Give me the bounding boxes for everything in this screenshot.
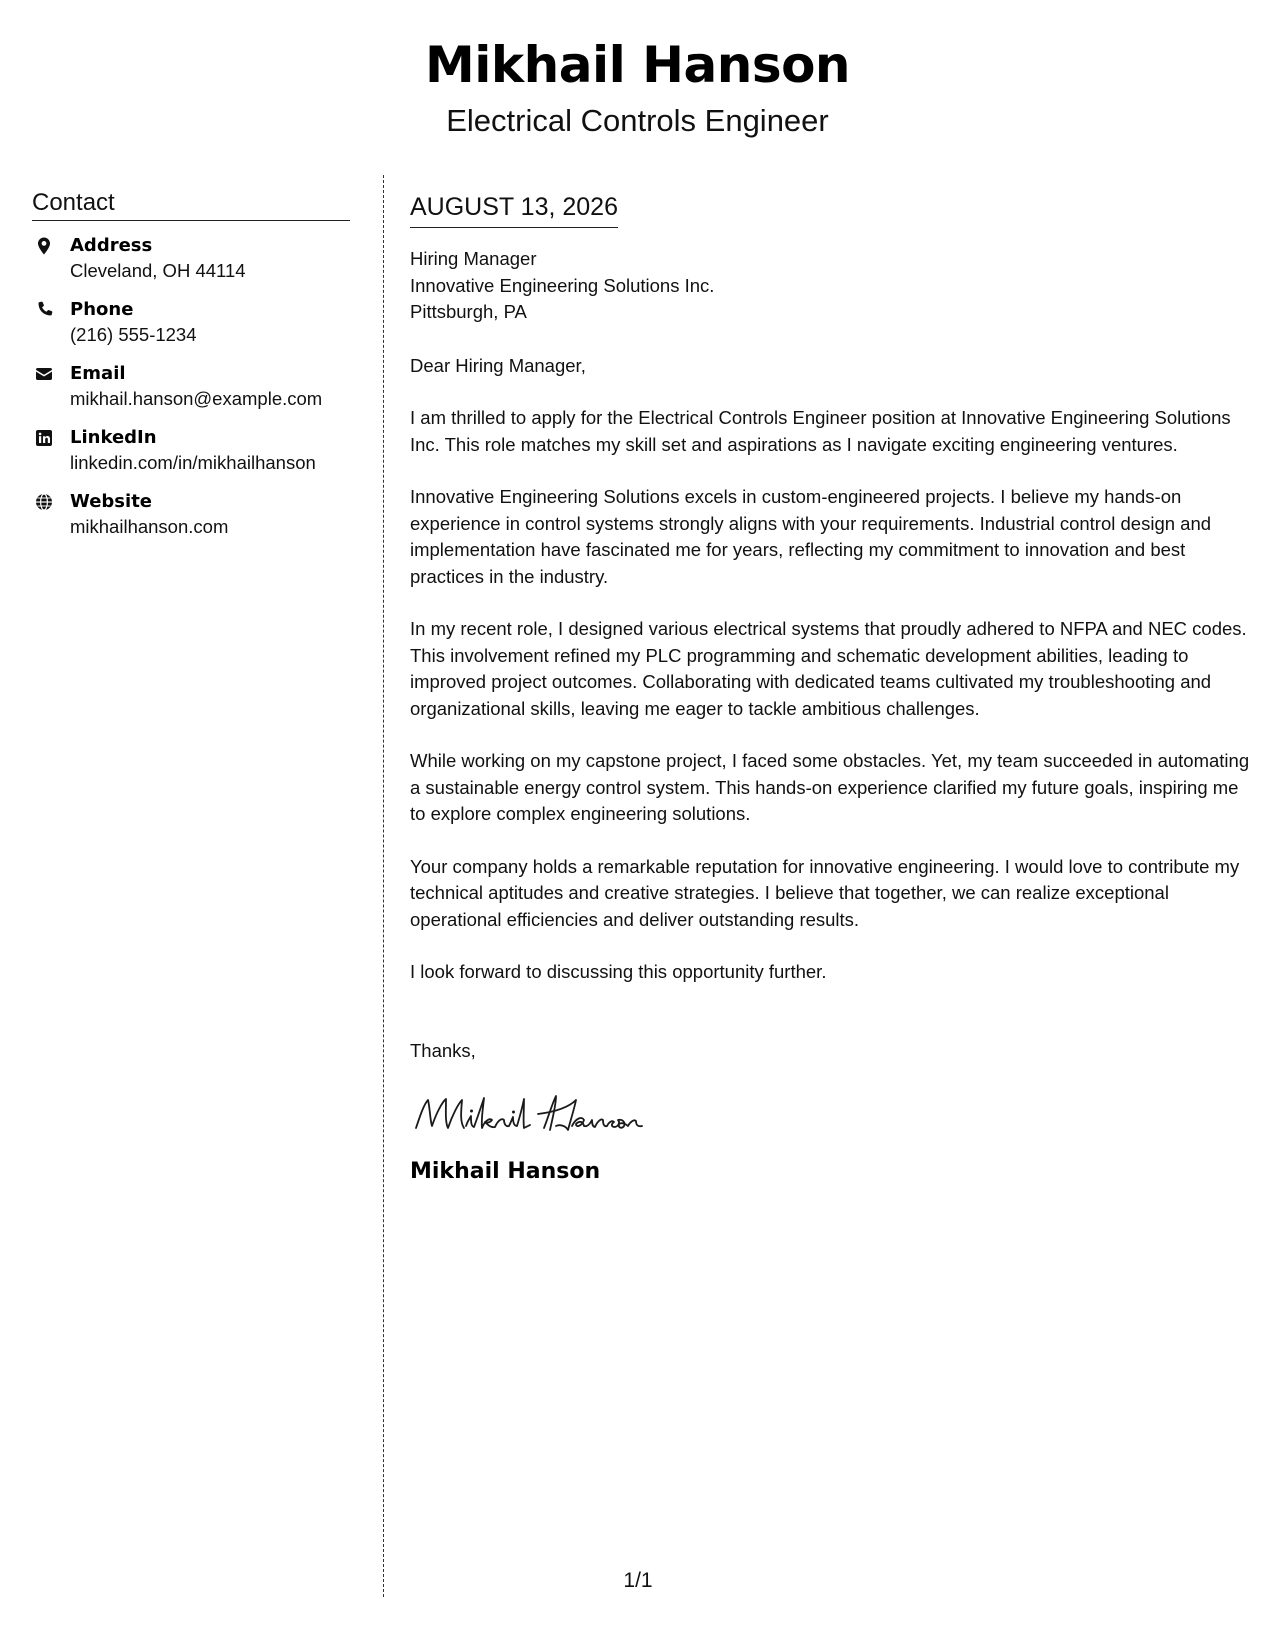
contact-item-address bbox=[32, 233, 350, 283]
letter-closing: Thanks, bbox=[410, 1039, 476, 1061]
column-divider bbox=[383, 175, 384, 1597]
letter-paragraph: I am thrilled to apply for the Electrical Controls Engineer position at Innovative Engineering Solutions Inc. This role matches my skill set and aspirations as I navigate exciting engineering ventures. bbox=[410, 407, 1231, 455]
contact-item-email bbox=[32, 361, 350, 411]
contact-item-website bbox=[32, 489, 350, 539]
map-pin-icon bbox=[34, 236, 54, 256]
contact-list bbox=[32, 233, 350, 539]
linkedin-icon bbox=[34, 428, 54, 448]
job-title: Electrical Controls Engineer bbox=[446, 103, 829, 138]
letter-paragraph: I look forward to discussing this opportunity further. bbox=[410, 961, 827, 982]
contact-value: mikhail.hanson@example.com bbox=[70, 388, 323, 409]
letter-body bbox=[410, 190, 1250, 1186]
contact-item-linkedin bbox=[32, 425, 350, 475]
contact-value: (216) 555-1234 bbox=[70, 324, 197, 345]
letter-header bbox=[0, 30, 1275, 142]
contact-sidebar bbox=[32, 188, 350, 553]
contact-label: LinkedIn bbox=[70, 427, 157, 448]
letter-greeting: Dear Hiring Manager, bbox=[410, 354, 586, 376]
contact-value: mikhailhanson.com bbox=[70, 516, 229, 537]
recipient-line: Innovative Engineering Solutions Inc. bbox=[410, 274, 715, 296]
contact-item-phone bbox=[32, 297, 350, 347]
applicant-name: Mikhail Hanson bbox=[424, 36, 851, 94]
contact-value: Cleveland, OH 44114 bbox=[70, 260, 246, 281]
letter-paragraph: Innovative Engineering Solutions excels in custom-engineered projects. I believe my hands-on experience in control systems strongly aligns with your requirements. Industrial control design and implementation have fascinated me for years, reflecting my commitment to innovation and best practices in the industry. bbox=[410, 486, 1212, 587]
contact-value: linkedin.com/in/mikhailhanson bbox=[70, 452, 316, 473]
contact-label: Phone bbox=[70, 299, 134, 320]
letter-paragraph: While working on my capstone project, I faced some obstacles. Yet, my team succeeded in automating a sustainable energy control system. This hands-on experience clarified my future goals, inspiring me to explore complex engineering solutions. bbox=[410, 750, 1250, 824]
letter-paragraph: Your company holds a remarkable reputation for innovative engineering. I would love to contribute my technical aptitudes and creative strategies. I believe that together, we can realize exceptional operational efficiencies and deliver outstanding results. bbox=[410, 855, 1240, 930]
contact-label: Address bbox=[70, 235, 153, 256]
handwritten-signature bbox=[410, 1086, 1250, 1146]
letter-date: AUGUST 13, 2026 bbox=[410, 190, 618, 228]
contact-heading: Contact bbox=[32, 188, 350, 221]
page-number: 1/1 bbox=[623, 1569, 653, 1592]
contact-label: Website bbox=[70, 491, 153, 512]
recipient-line: Pittsburgh, PA bbox=[410, 301, 527, 322]
contact-label: Email bbox=[70, 363, 126, 384]
signer-name: Mikhail Hanson bbox=[410, 1159, 601, 1184]
letter-paragraph: In my recent role, I designed various electrical systems that proudly adhered to NFPA and NEC codes. This involvement refined my PLC programming and schematic development abilities, leading to improved project outcomes. Collaborating with dedicated teams cultivated my troubleshooting and organizational skills, leaving me eager to tackle ambitious challenges. bbox=[410, 618, 1247, 719]
globe-icon bbox=[34, 492, 54, 512]
phone-icon bbox=[34, 300, 54, 320]
recipient-block bbox=[410, 246, 1250, 326]
recipient-line: Hiring Manager bbox=[410, 248, 537, 269]
envelope-icon bbox=[34, 364, 54, 384]
